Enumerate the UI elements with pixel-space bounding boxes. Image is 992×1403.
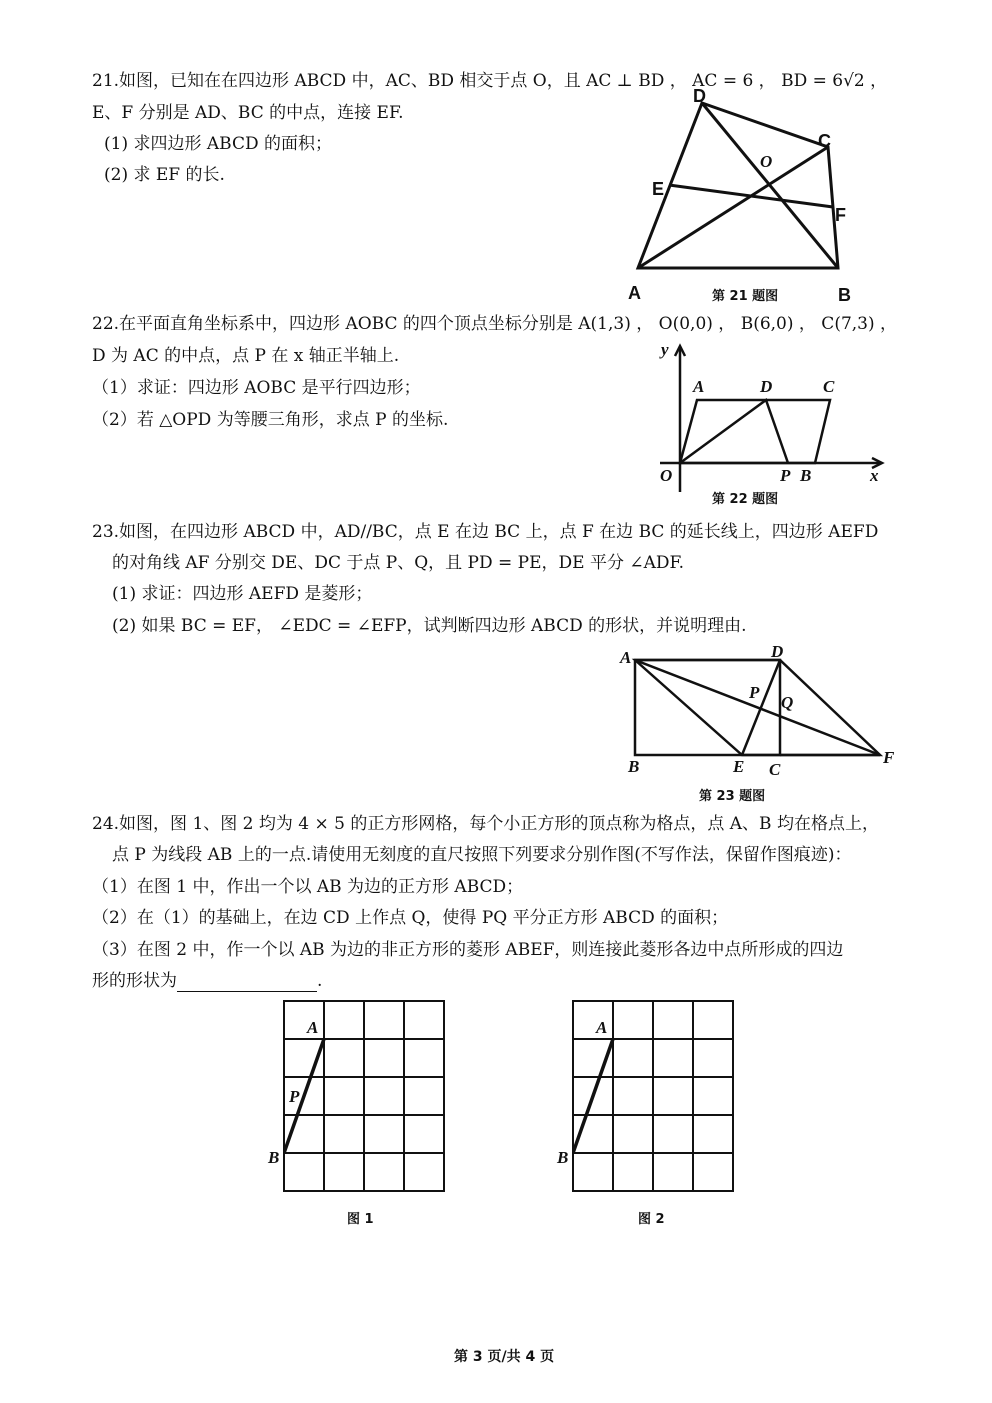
q21-label-d: D [693, 86, 706, 106]
q24-part1: （1）在图 1 中，作出一个以 AB 为边的正方形 ABCD； [92, 877, 524, 897]
q24-line2: 点 P 为线段 AB 上的一点.请使用无刻度的直尺按照下列要求分别作图(不写作法，保留作图痕迹)： [112, 845, 852, 865]
q22-label-p: P [780, 466, 791, 485]
q21-label-b: B [838, 285, 851, 305]
q24-part3b: 形的形状为 . [92, 971, 323, 991]
q22-line2: D 为 AC 的中点，点 P 在 x 轴正半轴上. [92, 346, 400, 366]
q23-label-d: D [771, 642, 784, 661]
q21-line2: E、F 分别是 AD、BC 的中点，连接 EF. [92, 103, 404, 123]
q21-caption: 第 21 题图 [712, 289, 779, 304]
answer-blank[interactable] [177, 975, 317, 992]
q21-label-o: O [760, 152, 773, 171]
q22-label-y: y [661, 340, 669, 359]
q23-figure [620, 650, 890, 770]
q24-fig1-caption: 图 1 [347, 1212, 374, 1227]
q23-label-q: Q [781, 693, 794, 712]
q24-fig1-label-p: P [289, 1087, 300, 1106]
q23-label-c: C [769, 760, 781, 779]
q23-line1: 23.如图，在四边形 ABCD 中，AD//BC，点 E 在边 BC 上，点 F 在边 BC 的延长线上，四边形 AEFD [92, 522, 879, 542]
q23-label-f: F [883, 748, 895, 767]
q21-part2: (2) 求 EF 的长. [104, 165, 225, 185]
q23-label-b: B [628, 757, 640, 776]
q22-label-o: O [660, 466, 673, 485]
q22-label-x: x [870, 466, 879, 485]
q23-label-a: A [620, 648, 632, 667]
q22-label-b: B [800, 466, 812, 485]
q24-fig2-label-b: B [557, 1148, 569, 1167]
q21-label-f: F [835, 205, 846, 225]
q22-caption: 第 22 题图 [712, 492, 779, 507]
q22-label-d: D [760, 377, 773, 396]
q23-label-e: E [733, 757, 745, 776]
q22-label-a: A [693, 377, 705, 396]
q23-part2: (2) 如果 BC = EF， ∠EDC = ∠EFP，试判断四边形 ABCD 的形状，并说明理由. [112, 616, 747, 636]
q21-label-a: A [628, 283, 641, 303]
q23-line2: 的对角线 AF 分别交 DE、DC 于点 P、Q，且 PD = PE，DE 平分 ∠ADF. [112, 553, 685, 573]
q22-part1: （1）求证：四边形 AOBC 是平行四边形； [92, 378, 421, 398]
q21-label-e: E [652, 179, 665, 199]
q24-fig2-label-a: A [596, 1018, 608, 1037]
q24-fig1-label-a: A [307, 1018, 319, 1037]
q23-part1: (1) 求证：四边形 AEFD 是菱形； [112, 584, 373, 604]
q21-line1: 21.如图，已知在在四边形 ABCD 中，AC、BD 相交于点 O，且 AC ⊥ BD ， AC = 6 ， BD = 6√2 ， [92, 71, 888, 91]
q24-fig1-label-b: B [268, 1148, 280, 1167]
q24-line1: 24.如图，图 1、图 2 均为 4 × 5 的正方形网格，每个小正方形的顶点称为格点，点 A、B 均在格点上， [92, 814, 879, 834]
page-footer: 第 3 页/共 4 页 [454, 1349, 555, 1365]
q21-label-c: C [818, 131, 831, 151]
q21-part1: (1) 求四边形 ABCD 的面积； [104, 134, 333, 154]
q24-fig2-caption: 图 2 [638, 1212, 665, 1227]
q22-label-c: C [823, 377, 835, 396]
q22-line1: 22.在平面直角坐标系中，四边形 AOBC 的四个顶点坐标分别是 A(1,3) ， O(0,0) ， B(6,0) ， C(7,3) ， [92, 314, 898, 334]
q22-figure [640, 340, 890, 500]
q24-part3: （3）在图 2 中，作一个以 AB 为边的非正方形的菱形 ABEF，则连接此菱形各边中点所形成的四边 [92, 940, 844, 960]
q22-part2: （2）若 △OPD 为等腰三角形，求点 P 的坐标. [92, 410, 449, 430]
q24-part2: （2）在（1）的基础上，在边 CD 上作点 Q，使得 PQ 平分正方形 ABCD 的面积； [92, 908, 729, 928]
q23-caption: 第 23 题图 [699, 789, 766, 804]
q23-label-p: P [749, 683, 760, 702]
